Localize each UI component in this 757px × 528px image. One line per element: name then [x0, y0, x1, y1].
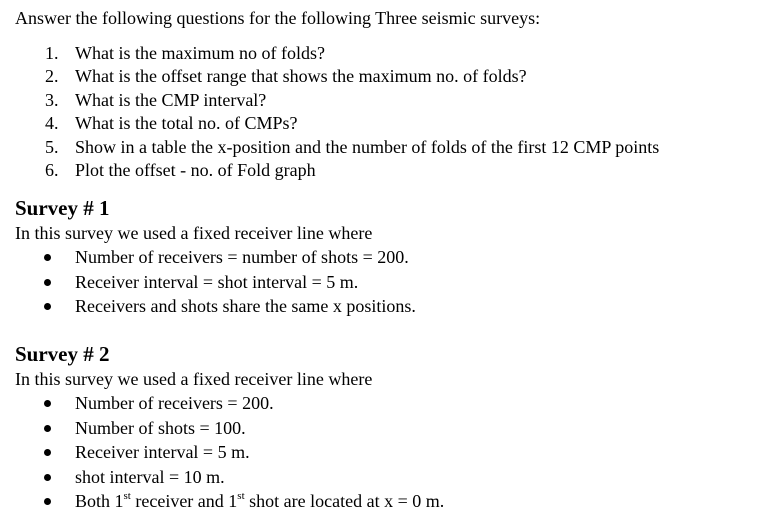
text-fragment: Both 1 [75, 491, 124, 511]
bullet-icon [44, 254, 51, 261]
bullet-text: Receivers and shots share the same x positions. [75, 296, 416, 316]
question-number: 4. [45, 113, 59, 134]
question-text: Plot the offset - no. of Fold graph [75, 159, 316, 180]
bullet-text-location [75, 490, 444, 513]
bullet-icon [44, 425, 51, 432]
bullet-icon [44, 400, 51, 407]
survey-1-heading: Survey # 1 [15, 196, 110, 220]
question-text: What is the CMP interval? [75, 89, 267, 110]
survey-2-heading: Survey # 2 [15, 342, 110, 366]
question-number: 5. [45, 136, 59, 157]
survey-2-intro: In this survey we used a fixed receiver line where [15, 369, 373, 389]
question-number: 3. [45, 89, 59, 110]
survey-1-intro: In this survey we used a fixed receiver line where [15, 223, 373, 243]
text-fragment: receiver and 1 [130, 491, 238, 511]
bullet-text: Number of shots = 100. [75, 417, 246, 438]
instructions-text: Answer the following questions for the following Three seismic surveys: [15, 8, 541, 28]
question-text: What is the maximum no of folds? [75, 43, 325, 63]
question-number: 1. [45, 43, 59, 63]
question-number: 6. [45, 159, 59, 180]
bullet-text: Receiver interval = 5 m. [75, 442, 250, 462]
question-text: What is the offset range that shows the maximum no. of folds? [75, 66, 527, 87]
bullet-icon [44, 279, 51, 286]
superscript: st [123, 490, 131, 502]
bullet-icon [44, 474, 51, 481]
question-number: 2. [45, 66, 59, 87]
bullet-text: Number of receivers = 200. [75, 393, 274, 413]
superscript: st [237, 490, 245, 502]
bullet-text: shot interval = 10 m. [75, 466, 225, 487]
bullet-icon [44, 498, 51, 505]
question-text: What is the total no. of CMPs? [75, 113, 298, 134]
bullet-icon [44, 449, 51, 456]
text-fragment: shot are located at x = 0 m. [244, 491, 445, 511]
bullet-text: Receiver interval = shot interval = 5 m. [75, 271, 359, 292]
question-text: Show in a table the x-position and the number of folds of the first 12 CMP points [75, 136, 660, 157]
bullet-icon [44, 303, 51, 310]
bullet-text: Number of receivers = number of shots = 200. [75, 247, 409, 267]
